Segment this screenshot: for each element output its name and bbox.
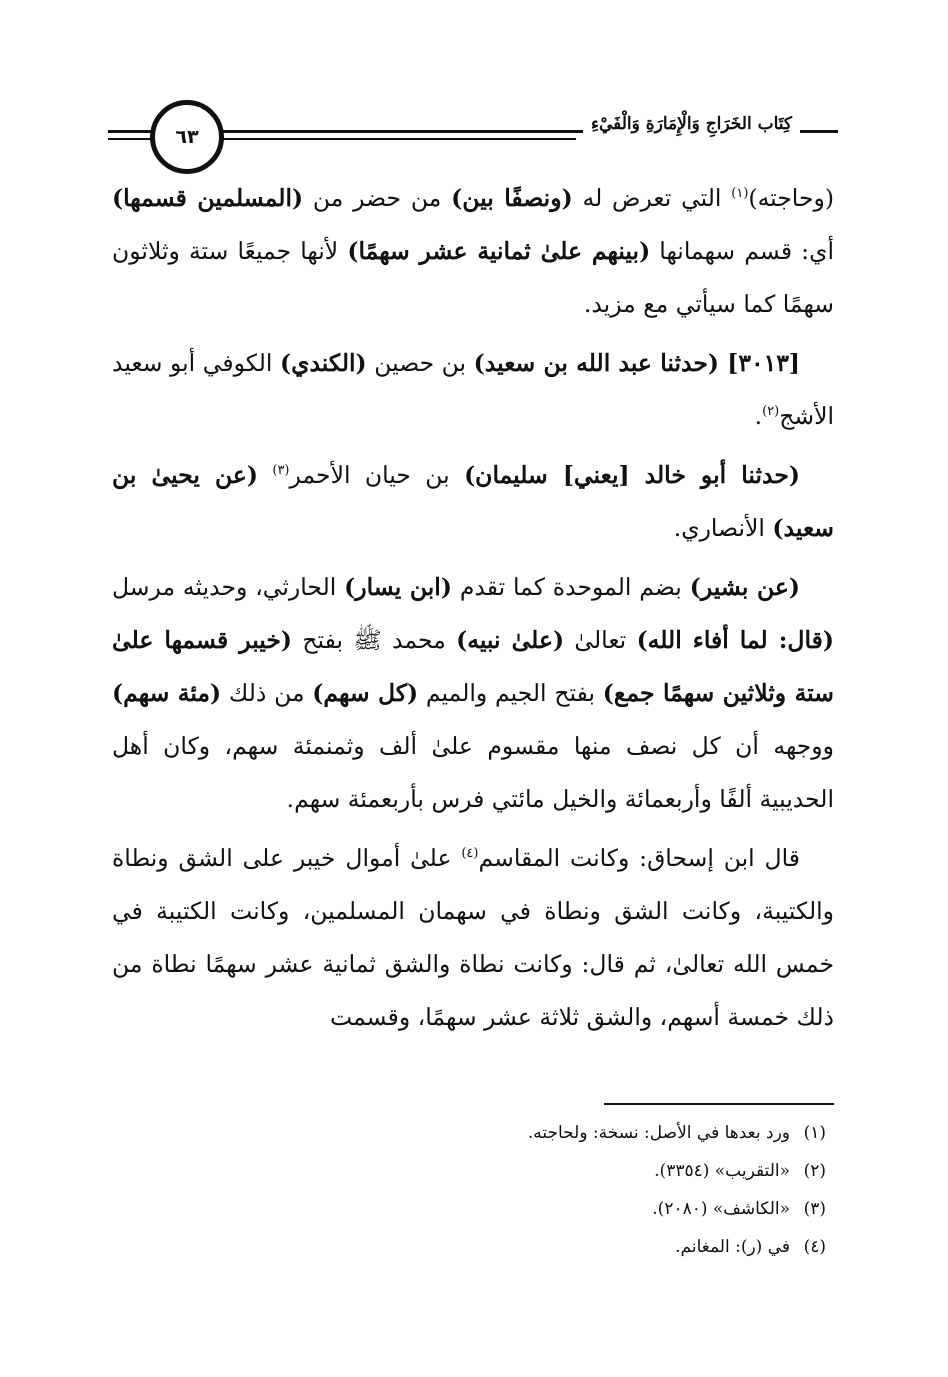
footnote xyxy=(112,1114,832,1152)
commentary-text: بن حصين xyxy=(366,349,474,377)
commentary-text: . xyxy=(754,402,763,430)
quoted-text: (علىٰ نبيه) xyxy=(456,626,565,654)
quoted-text: (كل سهم) xyxy=(312,679,419,707)
paragraph xyxy=(112,832,834,1044)
commentary-text: ووجهه أن كل نصف منها مقسوم علىٰ ألف وثمنمئة سهم، وكان أهل الحديبية ألفًا وأربعمائة والخيل مائتي فرس بأربعمئة سهم. xyxy=(112,732,834,813)
footnote-number: (٤) xyxy=(803,1237,826,1257)
footnote-text: «التقريب» (٣٣٥٤). xyxy=(654,1161,790,1181)
footnote-ref: (٢) xyxy=(762,404,780,420)
footnote-separator xyxy=(604,1103,834,1105)
footnote xyxy=(112,1190,832,1228)
commentary-text: من ذلك xyxy=(221,679,313,707)
commentary-text: التي تعرض له xyxy=(572,184,732,212)
quoted-text: (بينهم علىٰ ثمانية عشر سهمًا) xyxy=(347,237,651,265)
quoted-text: (الكندي) xyxy=(279,349,367,377)
quoted-text: (قال: لما أفاء الله) xyxy=(636,626,835,654)
commentary-text: تعالىٰ xyxy=(564,626,637,654)
commentary-text: بن حيان الأحمر xyxy=(289,461,465,489)
quoted-text: (عن بشير) xyxy=(689,573,800,601)
quoted-text: (عن يحيىٰ بن سعيد) xyxy=(112,461,834,542)
footnote-number: (٢) xyxy=(803,1161,826,1181)
quoted-text: (مئة سهم) xyxy=(112,679,222,707)
footnote xyxy=(112,1228,832,1266)
footnote xyxy=(112,1152,832,1190)
quoted-text: (المسلمين قسمها) xyxy=(112,184,304,212)
commentary-text: بضم الموحدة كما تقدم xyxy=(451,573,690,601)
footnote-ref: (١) xyxy=(731,186,749,202)
footnote-number: (١) xyxy=(803,1123,826,1143)
header-rule-thin xyxy=(178,138,576,140)
commentary-text: بفتح الجيم والميم xyxy=(418,679,603,707)
footnote-text: في (ر): المغانم. xyxy=(675,1237,790,1257)
commentary-text: الحارثي، وحديثه مرسل xyxy=(112,573,345,601)
paragraph xyxy=(112,561,834,826)
commentary-text: علىٰ أموال خيبر على الشق ونطاة والكتيبة، وكانت الشق ونطاة في سهمان المسلمين، وكانت الكتيبة في خمس الله تعالىٰ، ثم قال: وكانت نطاة والشق ثمانية عشر سهمًا نطاة من ذلك خمسة أسهم، والشق ثلاثة عشر سهمًا، وقسمت xyxy=(112,844,834,1031)
commentary-text: قال ابن إسحاق: وكانت المقاسم xyxy=(478,844,800,872)
running-title: كِتَاب الخَرَاجِ وَالْإِمَارَةِ وَالْفَيْءِ xyxy=(583,114,800,134)
paragraph xyxy=(112,449,834,555)
footnote-number: (٣) xyxy=(803,1199,826,1219)
quoted-text: [٣٠١٣] (حدثنا عبد الله بن سعيد) xyxy=(473,349,800,377)
commentary-text: محمد ﷺ بفتح xyxy=(292,626,457,654)
footnote-ref: (٣) xyxy=(272,463,290,479)
commentary-text: الأنصاري. xyxy=(673,514,773,542)
footnote-text: ورد بعدها في الأصل: نسخة: ولحاجته. xyxy=(527,1123,790,1143)
footnote-ref: (٤) xyxy=(461,846,479,862)
page-number: ٦٣ xyxy=(175,126,199,148)
commentary-text: (وحاجته) xyxy=(748,184,834,212)
paragraph xyxy=(112,172,834,331)
main-text xyxy=(112,172,834,1044)
commentary-text xyxy=(258,461,272,489)
commentary-text: أي: قسم سهمانها xyxy=(650,237,835,265)
paragraph xyxy=(112,337,834,443)
quoted-text: (حدثنا أبو خالد [يعني] سليمان) xyxy=(464,461,800,489)
footnotes xyxy=(112,1114,832,1266)
commentary-text: الكوفي أبو سعيد الأشج xyxy=(112,349,834,430)
quoted-text: (خيبر قسمها علىٰ ستة وثلاثين سهمًا جمع) xyxy=(112,626,834,707)
commentary-text: لأنها جميعًا ستة وثلاثون سهمًا كما سيأتي مع مزيد. xyxy=(112,237,834,318)
page-header xyxy=(108,96,838,176)
page-number-badge xyxy=(150,100,224,174)
footnote-text: «الكاشف» (٢٠٨٠). xyxy=(652,1199,790,1219)
commentary-text: من حضر من xyxy=(303,184,452,212)
quoted-text: (ونصفًا بين) xyxy=(451,184,573,212)
quoted-text: (ابن يسار) xyxy=(344,573,452,601)
